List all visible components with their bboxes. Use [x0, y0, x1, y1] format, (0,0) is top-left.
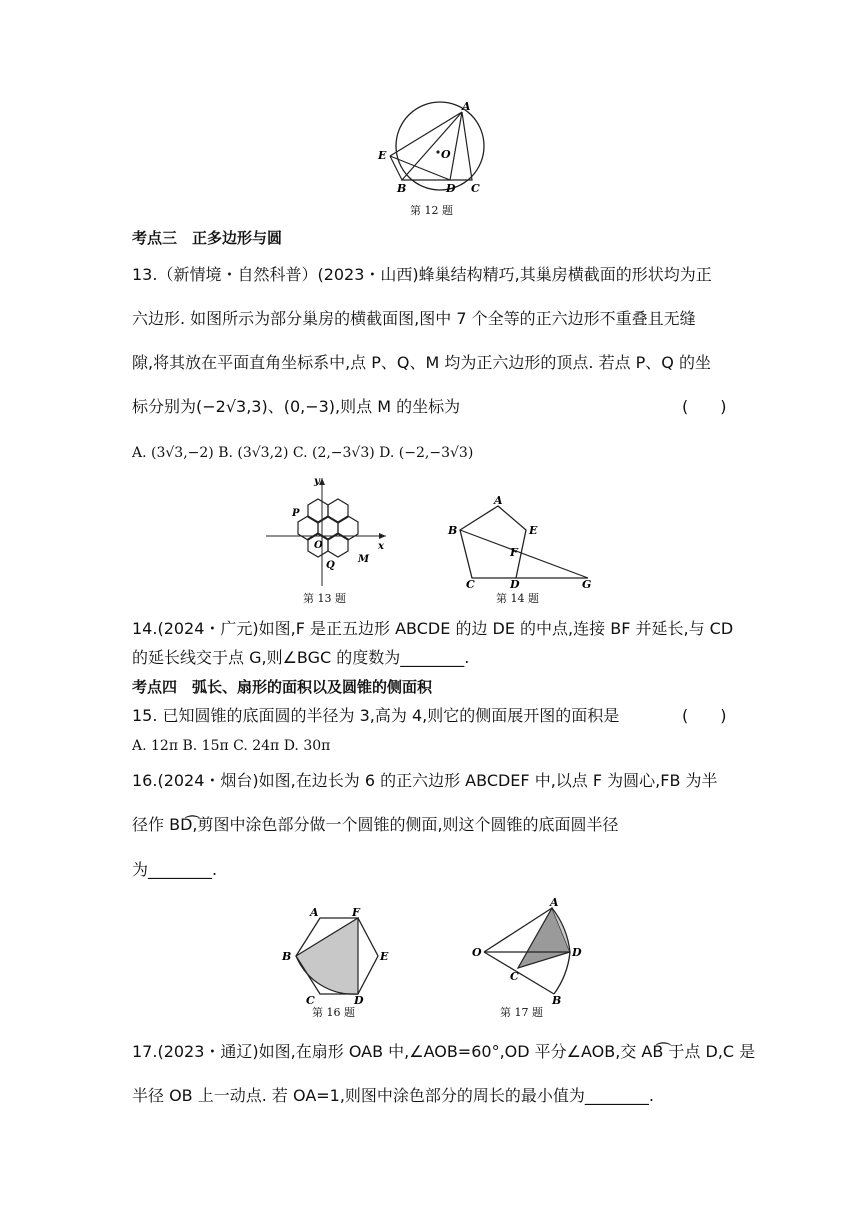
fig14-label-b: B — [448, 524, 458, 537]
q17-line2: 半径 OB 上一动点. 若 OA=1,则图中涂色部分的周长的最小值为________. — [132, 1086, 655, 1105]
q16-line3: 为________. — [132, 860, 218, 879]
fig13-label-x: x — [378, 541, 384, 552]
section-3-heading: 考点三 正多边形与圆 — [132, 229, 283, 247]
fig17-label-c: C — [510, 970, 519, 983]
q16-line1: 16.(2024・烟台)如图,在边长为 6 的正六边形 ABCDEF 中,以点 F 为圆心,FB 为半 — [132, 771, 718, 790]
fig17-label-a: A — [550, 896, 559, 909]
section-4-heading: 考点四 弧长、扇形的面积以及圆锥的侧面积 — [132, 678, 433, 696]
q13-line1: 13.（新情境・自然科普）(2023・山西)蜂巢结构精巧,其巢房横截面的形状均为正 — [132, 265, 712, 284]
q14-line1: 14.(2024・广元)如图,F 是正五边形 ABCDE 的边 DE 的中点,连接 BF 并延长,与 CD — [132, 619, 734, 638]
q13-line3: 隙,将其放在平面直角坐标系中,点 P、Q、M 均为正六边形的顶点. 若点 P、Q 的坐 — [132, 353, 711, 372]
fig13-label-y: y — [314, 476, 320, 487]
q13-answer-paren: ( ) — [682, 397, 727, 416]
fig16-label-e: E — [380, 950, 389, 963]
q15-line1: 15. 已知圆锥的底面圆的半径为 3,高为 4,则它的侧面展开图的面积是 — [132, 706, 620, 725]
q13-line2: 六边形. 如图所示为部分巢房的横截面图,图中 7 个全等的正六边形不重叠且无缝 — [132, 309, 696, 328]
fig13-label-m: M — [358, 554, 370, 565]
figure-12 — [370, 100, 500, 195]
fig12-label-a: A — [462, 100, 471, 113]
q13-options: A. (3√3,−2) B. (3√3,2) C. (2,−3√3) D. (−2,−3√3) — [132, 445, 474, 461]
fig14-label-c: C — [466, 578, 475, 588]
q14-line2: 的延长线交于点 G,则∠BGC 的度数为________. — [132, 648, 470, 667]
figure-16 — [278, 904, 394, 1008]
fig12-label-b: B — [397, 182, 407, 195]
fig14-label-e: E — [529, 524, 538, 537]
q15-options: A. 12π B. 15π C. 24π D. 30π — [132, 738, 331, 754]
fig17-label-b: B — [552, 994, 562, 1007]
q16-line2: 径作 BD͡,剪图中涂色部分做一个圆锥的侧面,则这个圆锥的底面圆半径 — [132, 815, 619, 834]
fig14-label-g: G — [582, 578, 592, 588]
fig12-label-o: O — [441, 148, 451, 161]
figure-13 — [262, 476, 392, 588]
fig16-caption: 第 16 题 — [312, 1006, 355, 1019]
q13-line4: 标分别为(−2√3,3)、(0,−3),则点 M 的坐标为 — [132, 397, 461, 416]
q15-answer-paren: ( ) — [682, 706, 727, 725]
figure-17 — [468, 896, 588, 1008]
fig12-caption: 第 12 题 — [410, 204, 453, 217]
fig16-label-a: A — [310, 906, 319, 919]
figure-14 — [446, 496, 596, 588]
fig16-label-f: F — [352, 906, 360, 919]
fig16-label-b: B — [282, 950, 292, 963]
fig16-label-c: C — [306, 994, 315, 1007]
fig16-label-d: D — [354, 994, 364, 1007]
fig14-label-a: A — [494, 496, 503, 507]
fig12-label-d: D — [446, 182, 456, 195]
fig13-label-p: P — [292, 508, 300, 519]
fig13-label-q: Q — [326, 560, 335, 571]
fig14-label-f: F — [510, 546, 518, 559]
fig12-label-c: C — [471, 182, 480, 195]
fig14-caption: 第 14 题 — [496, 592, 539, 605]
fig13-label-o: O — [314, 540, 323, 551]
q17-line1: 17.(2023・通辽)如图,在扇形 OAB 中,∠AOB=60°,OD 平分∠AOB,交 AB͡ 于点 D,C 是 — [132, 1042, 756, 1061]
fig12-label-e: E — [378, 149, 387, 162]
fig14-label-d: D — [510, 578, 520, 588]
fig17-label-d: D — [572, 946, 582, 959]
fig17-caption: 第 17 题 — [500, 1006, 543, 1019]
fig13-caption: 第 13 题 — [303, 592, 346, 605]
fig17-label-o: O — [472, 946, 482, 959]
